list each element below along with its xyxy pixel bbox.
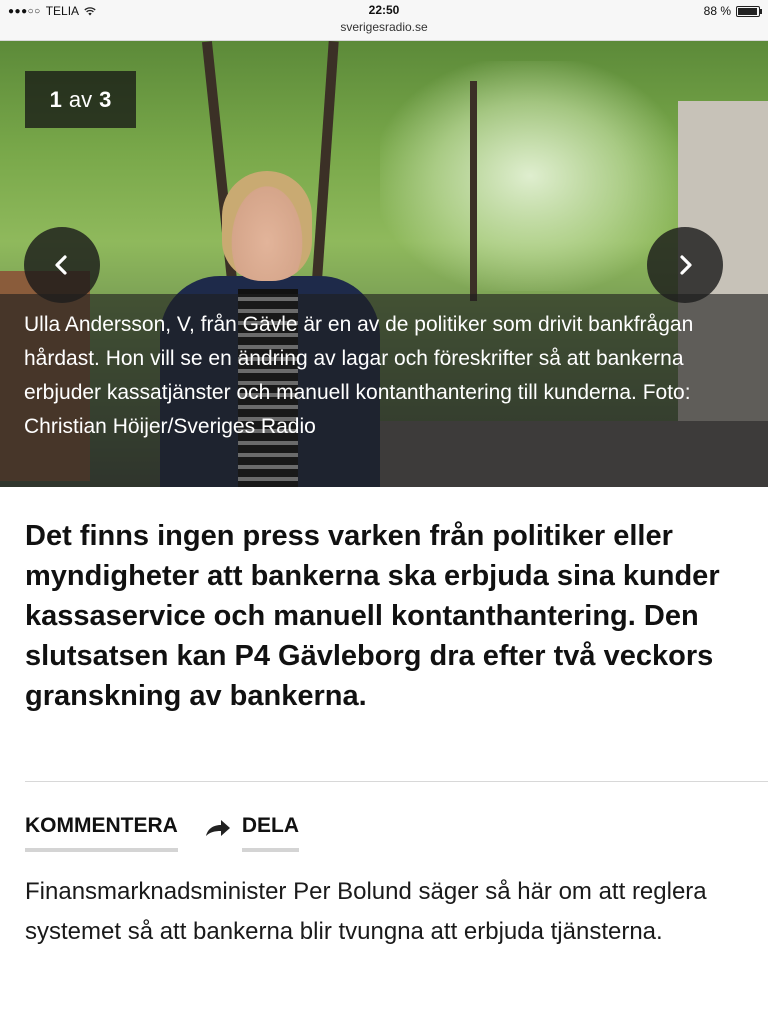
article-actions: [25, 814, 299, 854]
gallery-total: 3: [99, 86, 112, 112]
comment-button[interactable]: KOMMENTERA: [25, 814, 178, 852]
clock: 22:50: [368, 3, 400, 17]
share-arrow-icon: [204, 817, 232, 839]
address-bar-url[interactable]: sverigesradio.se: [340, 20, 428, 34]
photo-gallery[interactable]: [0, 41, 768, 487]
signal-strength: ●●●○○: [8, 5, 41, 17]
gallery-current: 1: [49, 86, 62, 112]
article-lead: Det finns ingen press varken från politiker eller myndigheter att bankerna ska erbjuda sina kunder kassaservice och manuell kontanthantering. Den slutsatsen kan P4 Gävleborg dra efter två veckors granskning av bankerna.: [25, 520, 720, 712]
status-bar: [0, 0, 768, 41]
battery-percentage: 88 %: [703, 4, 731, 18]
gallery-next-button[interactable]: [647, 227, 723, 303]
chevron-right-icon: [674, 254, 696, 276]
gallery-prev-button[interactable]: [24, 227, 100, 303]
gallery-counter: [25, 71, 136, 128]
chevron-left-icon: [51, 254, 73, 276]
gallery-separator: av: [68, 86, 93, 112]
share-button[interactable]: DELA: [242, 814, 299, 852]
photo-caption: Ulla Andersson, V, från Gävle är en av de politiker som drivit bankfrågan hårdast. Hon vill se en ändring av lagar och föreskrifter så att bankerna erbjuder kassatjänster och manuell kontanthantering till kunderna. Foto: Christian Höijer/Sveriges Radio: [0, 294, 768, 487]
divider: [25, 781, 768, 782]
carrier-name: TELIA: [45, 4, 80, 18]
status-right: [704, 4, 760, 18]
article-body: Finansmarknadsminister Per Bolund säger så här om att reglera systemet så att bankerna blir tvungna att erbjuda tjänsterna.: [25, 878, 707, 945]
battery-icon: [736, 6, 760, 17]
share-group[interactable]: [204, 814, 299, 852]
